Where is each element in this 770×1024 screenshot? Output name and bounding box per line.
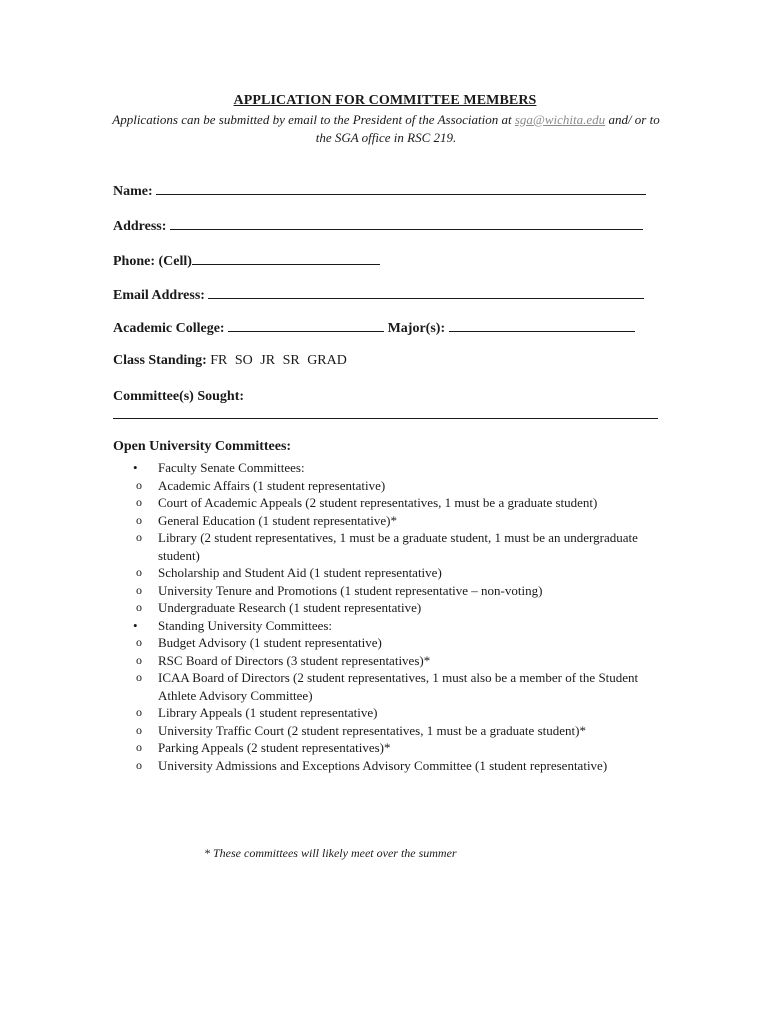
committee-group-faculty-senate bbox=[113, 459, 673, 477]
class-standing-label: Class Standing: bbox=[113, 353, 207, 368]
major-input-line[interactable] bbox=[449, 318, 635, 332]
committee-group-label: Faculty Senate Committees: bbox=[158, 460, 305, 475]
instructions-text-start: Applications can be submitted by email to the President of the Association at bbox=[112, 112, 515, 127]
circle-marker-icon: o bbox=[136, 477, 142, 492]
list-item-text: Academic Affairs (1 student representative) bbox=[158, 477, 386, 493]
phone-label: Phone: (Cell) bbox=[113, 254, 192, 269]
bullet-icon: • bbox=[133, 460, 138, 475]
committee-group-label: Standing University Committees: bbox=[158, 617, 333, 633]
list-item bbox=[113, 512, 673, 530]
circle-marker-icon: o bbox=[136, 705, 142, 719]
name-label: Name: bbox=[113, 184, 153, 199]
bullet-icon: • bbox=[133, 617, 138, 633]
list-item-text: Undergraduate Research (1 student representative) bbox=[158, 600, 422, 615]
list-item-text: Parking Appeals (2 student representatives)* bbox=[158, 740, 391, 755]
address-input-line[interactable] bbox=[170, 216, 643, 230]
email-input-line[interactable] bbox=[208, 285, 644, 299]
circle-marker-icon: o bbox=[136, 600, 142, 614]
committee-group-standing-university bbox=[113, 617, 673, 635]
college-input-line[interactable] bbox=[228, 318, 384, 332]
list-item bbox=[113, 494, 673, 512]
list-item-text: Library Appeals (1 student representative) bbox=[158, 705, 378, 720]
phone-input-line[interactable] bbox=[192, 251, 380, 265]
college-label: Academic College: bbox=[113, 321, 225, 336]
list-item bbox=[113, 722, 673, 740]
circle-marker-icon: o bbox=[136, 530, 142, 544]
list-item bbox=[113, 739, 673, 757]
submission-instructions bbox=[112, 111, 660, 147]
list-item bbox=[113, 582, 673, 600]
circle-marker-icon: o bbox=[136, 757, 142, 772]
email-field bbox=[113, 285, 644, 305]
list-item bbox=[113, 529, 673, 564]
committee-sought-label: Committee(s) Sought: bbox=[113, 389, 245, 404]
phone-field bbox=[113, 251, 380, 271]
class-standing-field bbox=[113, 352, 347, 370]
college-major-field bbox=[113, 318, 635, 338]
open-committees-heading: Open University Committees: bbox=[113, 439, 292, 454]
list-item-text: University Admissions and Exceptions Advisory Committee (1 student representative) bbox=[158, 757, 608, 773]
circle-marker-icon: o bbox=[136, 652, 142, 667]
sga-email-link[interactable]: sga@wichita.edu bbox=[514, 112, 606, 127]
name-input-line[interactable] bbox=[156, 181, 646, 195]
summer-footnote: * These committees will likely meet over the summer bbox=[204, 846, 457, 860]
faculty-senate-items bbox=[113, 477, 673, 617]
address-label: Address: bbox=[113, 219, 167, 234]
circle-marker-icon: o bbox=[136, 582, 142, 597]
circle-marker-icon: o bbox=[136, 670, 142, 684]
instructions-text-end: and/ or to the SGA office in RSC 219. bbox=[315, 112, 660, 145]
list-item bbox=[113, 757, 673, 775]
list-item bbox=[113, 669, 673, 704]
list-item-text: ICAA Board of Directors (2 student representatives, 1 must also be a member of the Student Athlete Advisory Committee) bbox=[158, 670, 639, 703]
list-item-text: Scholarship and Student Aid (1 student representative) bbox=[158, 565, 442, 580]
email-label: Email Address: bbox=[113, 288, 205, 303]
circle-marker-icon: o bbox=[136, 635, 142, 649]
circle-marker-icon: o bbox=[136, 740, 142, 754]
list-item bbox=[113, 634, 673, 652]
list-item-text: University Tenure and Promotions (1 student representative – non-voting) bbox=[158, 582, 543, 598]
list-item bbox=[113, 704, 673, 722]
committee-list bbox=[113, 459, 673, 774]
list-item bbox=[113, 477, 673, 495]
major-label: Major(s): bbox=[387, 321, 446, 336]
circle-marker-icon: o bbox=[136, 565, 142, 579]
list-item-text: General Education (1 student representative)* bbox=[158, 512, 397, 528]
address-field bbox=[113, 216, 643, 236]
class-standing-options[interactable]: FR SO JR SR GRAD bbox=[210, 353, 347, 368]
list-item-text: Budget Advisory (1 student representative) bbox=[158, 635, 382, 650]
name-field bbox=[113, 181, 646, 201]
list-item bbox=[113, 599, 673, 617]
list-item-text: University Traffic Court (2 student representatives, 1 must be a graduate student)* bbox=[158, 722, 586, 738]
circle-marker-icon: o bbox=[136, 495, 142, 509]
page-title: APPLICATION FOR COMMITTEE MEMBERS bbox=[233, 93, 537, 108]
list-item-text: Library (2 student representatives, 1 must be a graduate student, 1 must be an undergraduate student) bbox=[158, 530, 638, 563]
standing-university-items bbox=[113, 634, 673, 774]
list-item-text: RSC Board of Directors (3 student representatives)* bbox=[158, 652, 431, 668]
circle-marker-icon: o bbox=[136, 512, 142, 527]
circle-marker-icon: o bbox=[136, 722, 142, 737]
committee-sought-input-line[interactable] bbox=[113, 418, 658, 419]
list-item bbox=[113, 652, 673, 670]
list-item bbox=[113, 564, 673, 582]
list-item-text: Court of Academic Appeals (2 student representatives, 1 must be a graduate student) bbox=[158, 495, 598, 510]
